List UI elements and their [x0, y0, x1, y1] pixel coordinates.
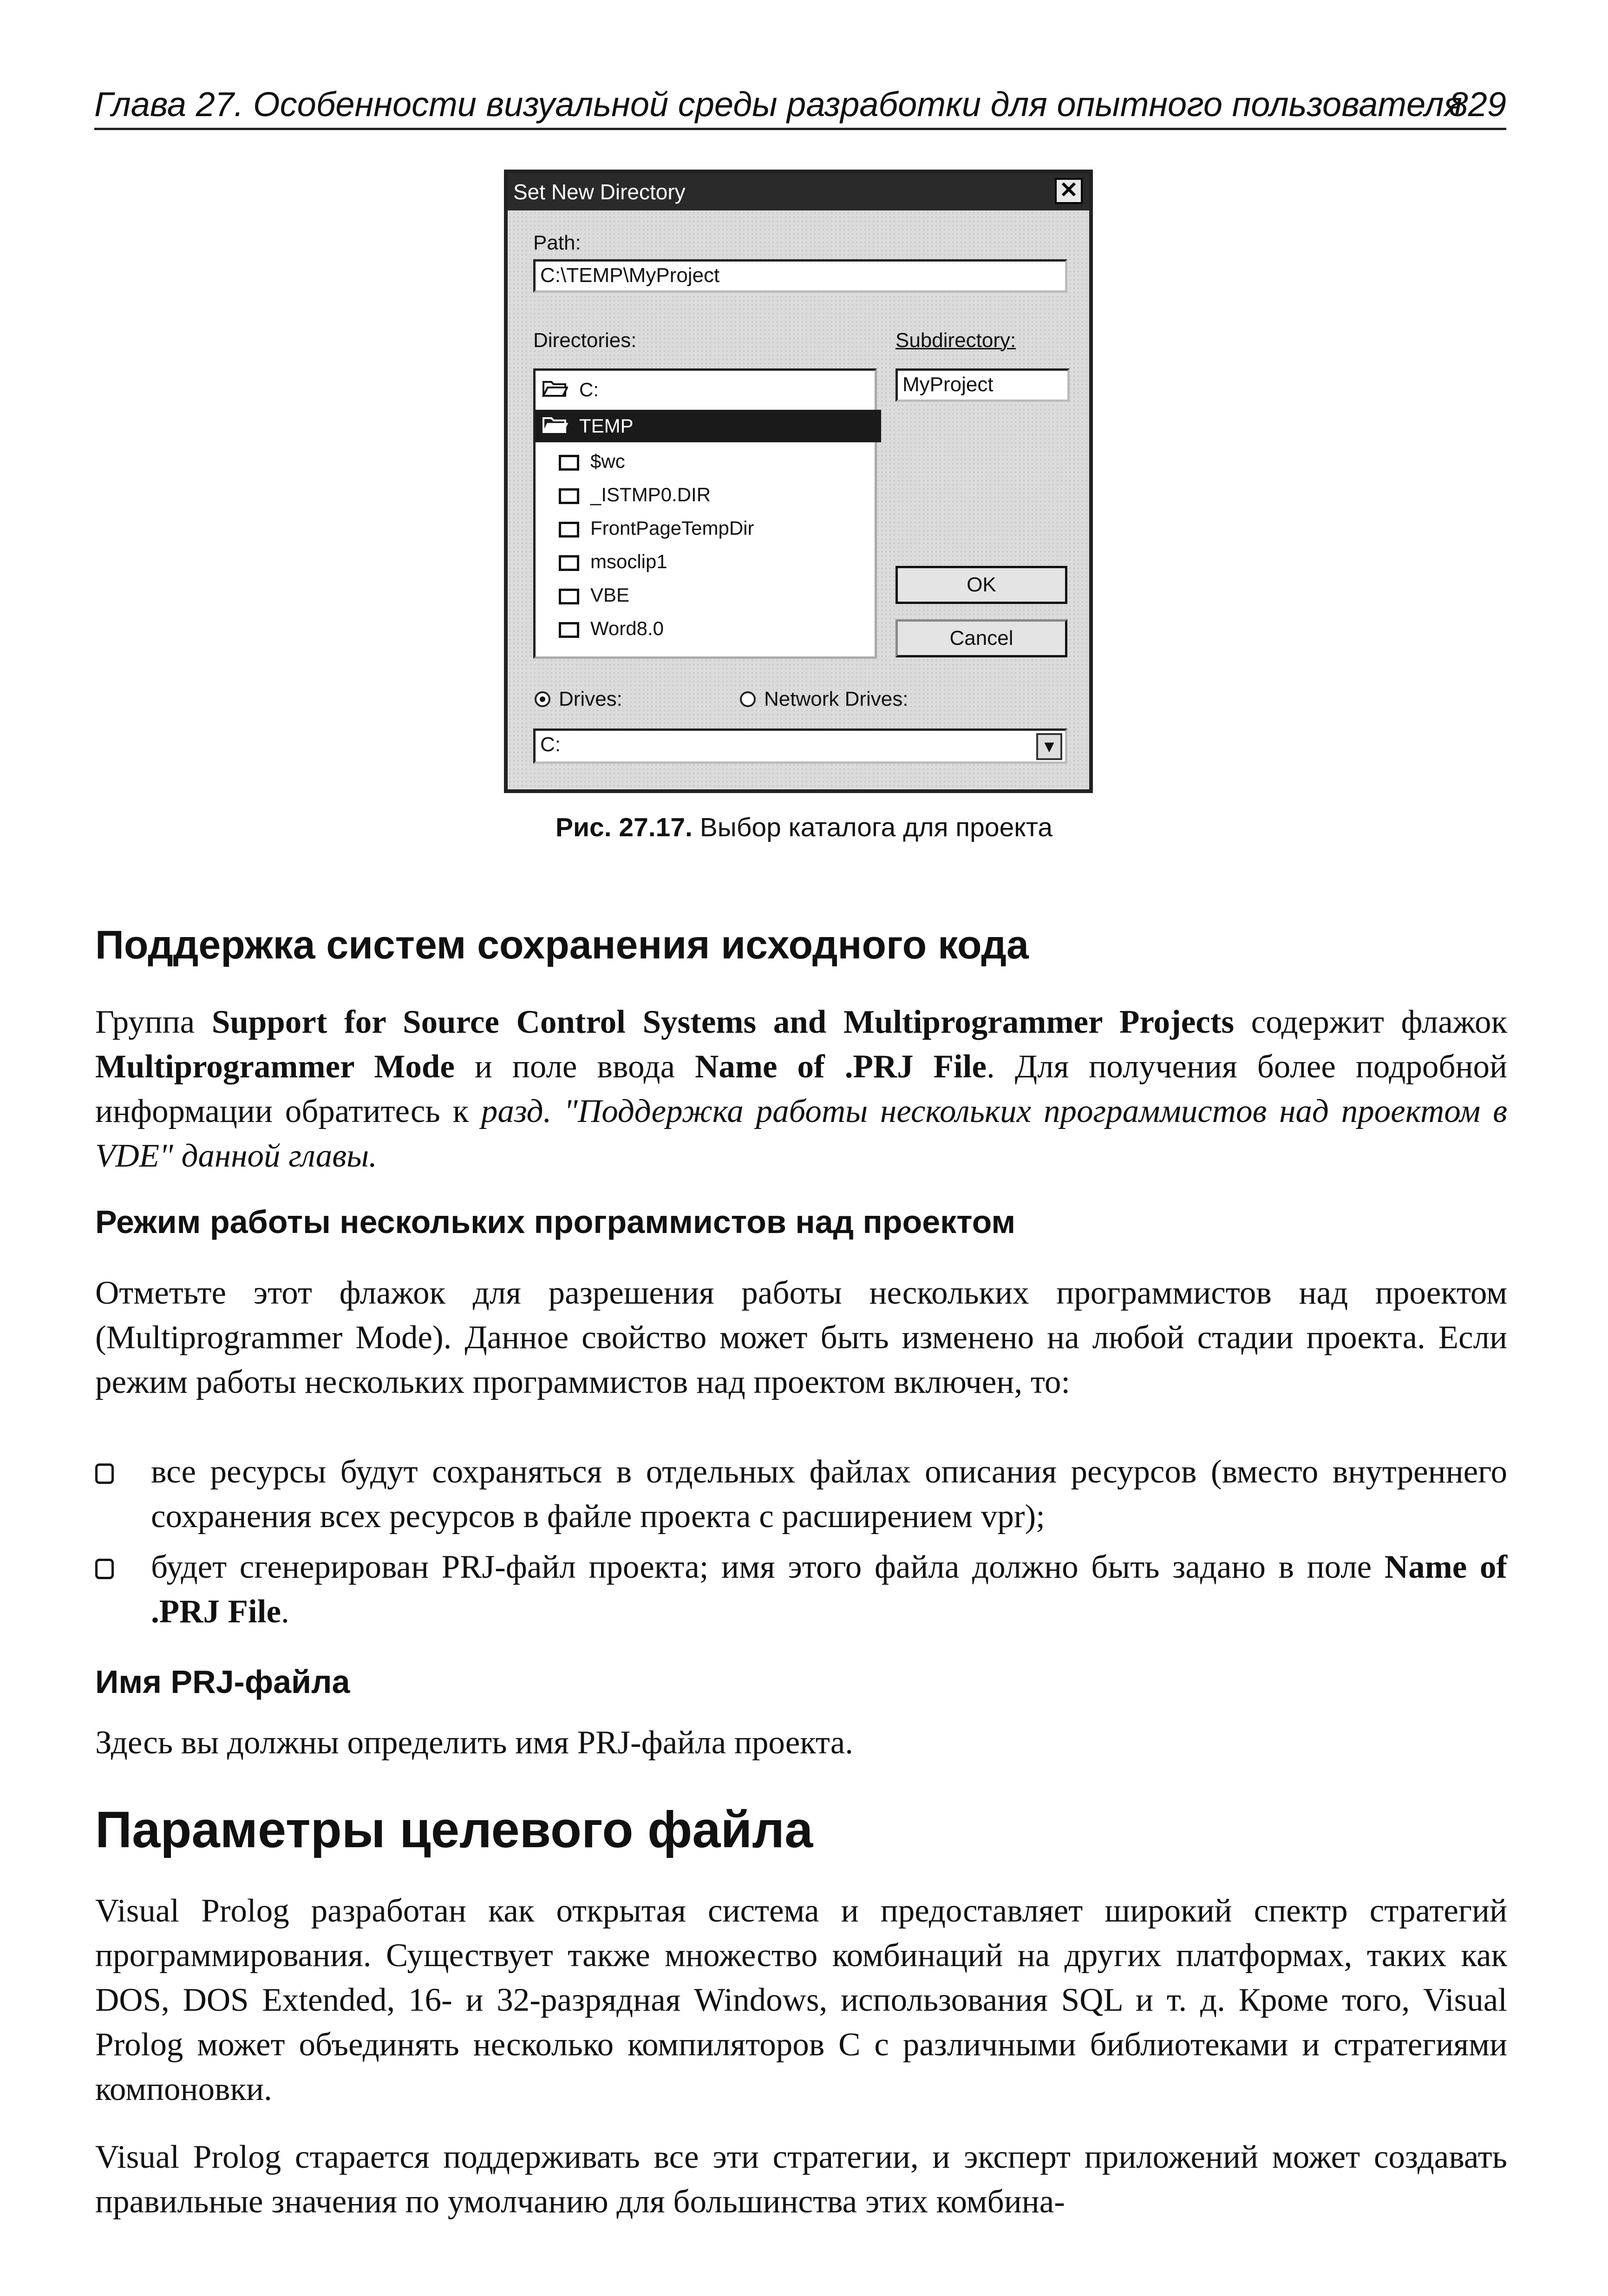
chapter-section-heading: Параметры целевого файла: [95, 1801, 813, 1858]
network-drives-radio[interactable]: [740, 691, 756, 707]
bullet-box-icon: [95, 1559, 114, 1579]
folder-icon: [559, 522, 579, 538]
folder-icon: [559, 488, 579, 504]
text: .: [281, 1594, 289, 1630]
open-folder-icon: [542, 411, 568, 444]
folder-icon: [559, 622, 579, 638]
subdirectory-label: Subdirectory:: [896, 329, 1016, 352]
list-item-text: [151, 1545, 1507, 1634]
chevron-down-icon[interactable]: ▼: [1036, 733, 1062, 760]
open-folder-icon: [542, 375, 568, 407]
page-number: 829: [1449, 85, 1506, 124]
cancel-button[interactable]: Cancel: [896, 619, 1067, 657]
directory-item-selected[interactable]: [536, 410, 881, 442]
ok-button[interactable]: OK: [896, 566, 1067, 604]
paragraph: [95, 1000, 1507, 1178]
paragraph: Отметьте этот флажок для разрешения работы нескольких программистов над проектом (Multiprogrammer Mode). Данное свойство может быть изменено на любой стадии проекта. Если режим работы нескольких программистов над проектом включен, то:: [95, 1275, 1507, 1400]
folder-icon: [559, 455, 579, 471]
figure-label: Рис. 27.17.: [555, 813, 693, 842]
ui-term: Support for Source Control Systems and Multiprogrammer Projects: [211, 1004, 1235, 1040]
text: . Для получения более подробной информации обратитесь к: [95, 1049, 1507, 1129]
list-item: [95, 1450, 1507, 1539]
network-drives-label: Network Drives:: [764, 688, 909, 710]
drives-label: Drives:: [559, 688, 622, 710]
text: и поле ввода: [454, 1049, 695, 1085]
directories-list[interactable]: [533, 368, 877, 659]
path-label: Path:: [533, 231, 581, 254]
paragraph: Visual Prolog разработан как открытая система и предоставляет широкий спектр стратегий программирования. Существует также множество комбинаций на других платформах, таких как DOS, DOS Extended, 16- и 32-разрядная Windows, использования SQL и т. д. Кроме того, Visual Prolog может объединять несколько компиляторов C с различными библиотеками и стратегиями компоновки.: [95, 1893, 1507, 2107]
directories-label: Directories:: [533, 329, 637, 352]
dialog-title: Set New Directory: [508, 173, 1089, 210]
cross-reference: разд. "Поддержка работы нескольких программистов над проектом в VDE" данной главы.: [95, 1093, 1508, 1174]
directory-item[interactable]: [559, 512, 754, 544]
chapter-title: Глава 27. Особенности визуальной среды разработки для опытного пользователя: [94, 85, 1462, 124]
ui-term: Name of .PRJ File: [151, 1549, 1508, 1630]
folder-icon: [559, 555, 579, 571]
directory-label: TEMP: [579, 415, 634, 437]
section-heading: Поддержка систем сохранения исходного кода: [95, 923, 1029, 967]
text: Группа: [95, 1004, 212, 1040]
directory-label: VBE: [590, 584, 630, 606]
folder-icon: [559, 589, 579, 604]
figure-caption-text: Выбор каталога для проекта: [699, 813, 1053, 842]
drive-select[interactable]: [533, 728, 1067, 764]
directory-item[interactable]: [559, 479, 711, 511]
subdirectory-field[interactable]: MyProject: [896, 368, 1070, 402]
directory-item[interactable]: [536, 374, 881, 406]
directory-item[interactable]: [559, 545, 667, 578]
drive-value: C:: [540, 733, 561, 756]
directory-label: msoclip1: [590, 551, 667, 572]
ui-term: Multiprogrammer Mode: [95, 1049, 455, 1085]
subsection-heading: Имя PRJ-файла: [95, 1664, 350, 1700]
path-field[interactable]: C:\TEMP\MyProject: [533, 259, 1067, 293]
paragraph: Здесь вы должны определить имя PRJ-файла проекта.: [95, 1725, 853, 1761]
directory-item[interactable]: [559, 579, 629, 611]
set-new-directory-dialog: [504, 170, 1093, 793]
text: будет сгенерирован PRJ-файл проекта; имя этого файла должно быть задано в поле: [151, 1549, 1385, 1585]
directory-label: FrontPageTempDir: [590, 517, 754, 539]
bullet-box-icon: [95, 1463, 114, 1484]
directory-label: $wc: [590, 450, 625, 472]
directory-item[interactable]: [559, 445, 625, 478]
running-header: [94, 81, 1506, 130]
list-item-text: все ресурсы будут сохраняться в отдельных файлах описания ресурсов (вместо внутреннего сохранения всех ресурсов в файле проекта с расширением vpr);: [151, 1454, 1507, 1535]
figure-caption: [0, 812, 1608, 843]
close-icon[interactable]: ✕: [1055, 178, 1083, 204]
subsection-heading: Режим работы нескольких программистов над проектом: [95, 1204, 1016, 1240]
directory-label: _ISTMP0.DIR: [590, 484, 711, 505]
directory-label: C:: [579, 379, 599, 400]
paragraph: Visual Prolog старается поддерживать все эти стратегии, и эксперт приложений может создавать правильные значения по умолчанию для большинства этих комбина-: [95, 2139, 1507, 2220]
drives-radio[interactable]: [535, 691, 550, 707]
text: содержит флажок: [1234, 1004, 1507, 1040]
ui-term: Name of .PRJ File: [695, 1049, 987, 1085]
directory-label: Word8.0: [590, 617, 664, 639]
directory-item[interactable]: [559, 612, 664, 645]
list-item: [95, 1545, 1507, 1634]
